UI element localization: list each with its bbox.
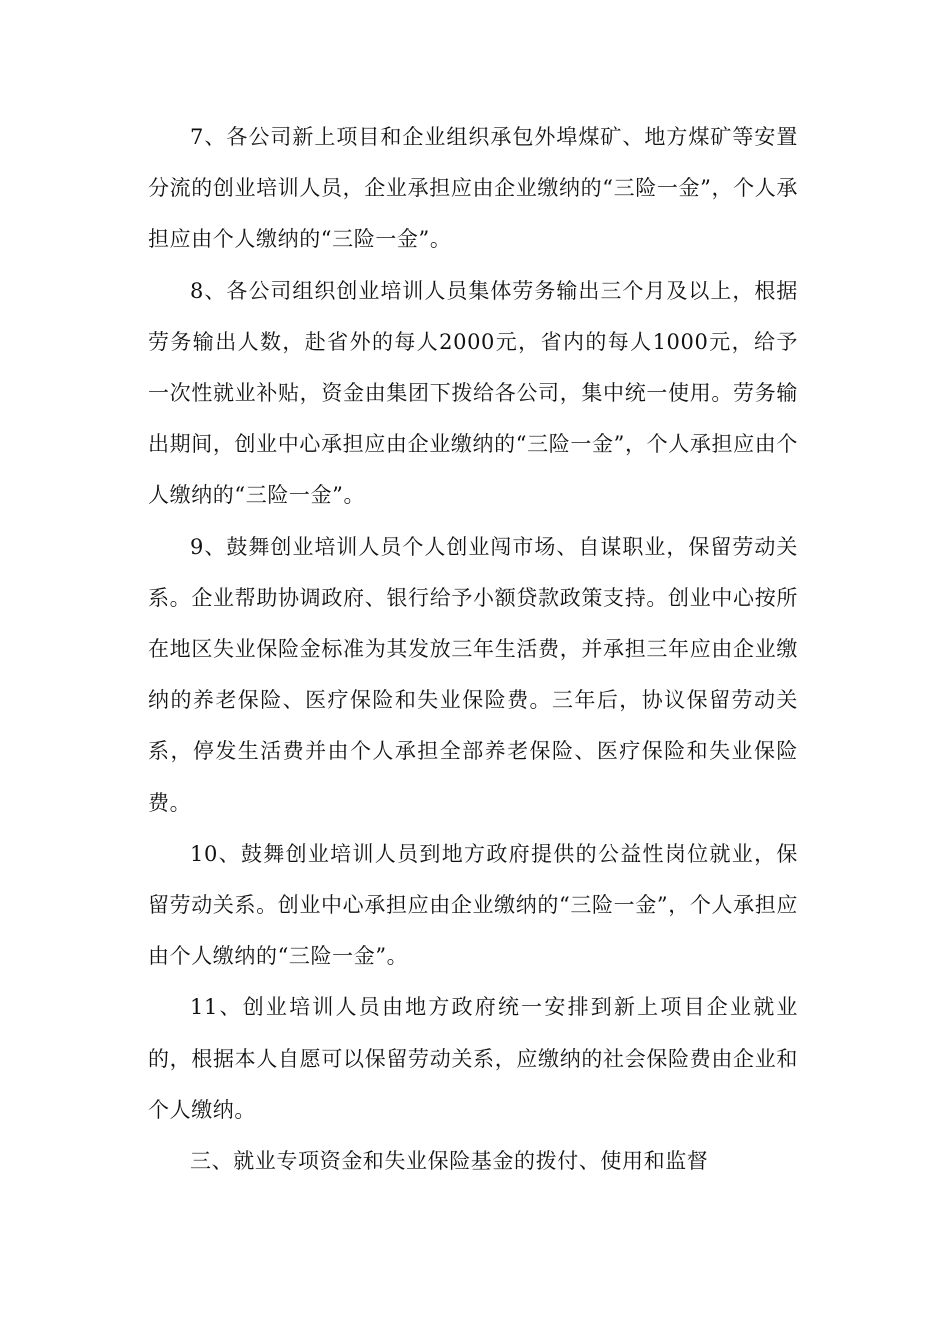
paragraph-item-11: 11、创业培训人员由地方政府统一安排到新上项目企业就业的，根据本人自愿可以保留劳动关系，应缴纳的社会保险费由企业和个人缴纳。 (148, 995, 798, 1122)
paragraph-item-7: 7、各公司新上项目和企业组织承包外埠煤矿、地方煤矿等安置分流的创业培训人员，企业承担应由企业缴纳的“三险一金”，个人承担应由个人缴纳的“三险一金”。 (148, 125, 798, 252)
section-heading-3: 三、就业专项资金和失业保险基金的拨付、使用和监督 (190, 1149, 709, 1174)
paragraph-item-8: 8、各公司组织创业培训人员集体劳务输出三个月及以上，根据劳务输出人数，赴省外的每人2000元，省内的每人1000元，给予一次性就业补贴，资金由集团下拨给各公司，集中统一使用。劳务输出期间，创业中心承担应由企业缴纳的“三险一金”，个人承担应由个人缴纳的“三险一金”。 (148, 278, 798, 508)
document-body (148, 112, 798, 1187)
paragraph-item-10: 10、鼓舞创业培训人员到地方政府提供的公益性岗位就业，保留劳动关系。创业中心承担应由企业缴纳的“三险一金”，个人承担应由个人缴纳的“三险一金”。 (148, 841, 798, 969)
paragraph-item-9: 9、鼓舞创业培训人员个人创业闯市场、自谋职业，保留劳动关系。企业帮助协调政府、银行给予小额贷款政策支持。创业中心按所在地区失业保险金标准为其发放三年生活费，并承担三年应由企业缴纳的养老保险、医疗保险和失业保险费。三年后，协议保留劳动关系，停发生活费并由个人承担全部养老保险、医疗保险和失业保险费。 (148, 534, 798, 815)
